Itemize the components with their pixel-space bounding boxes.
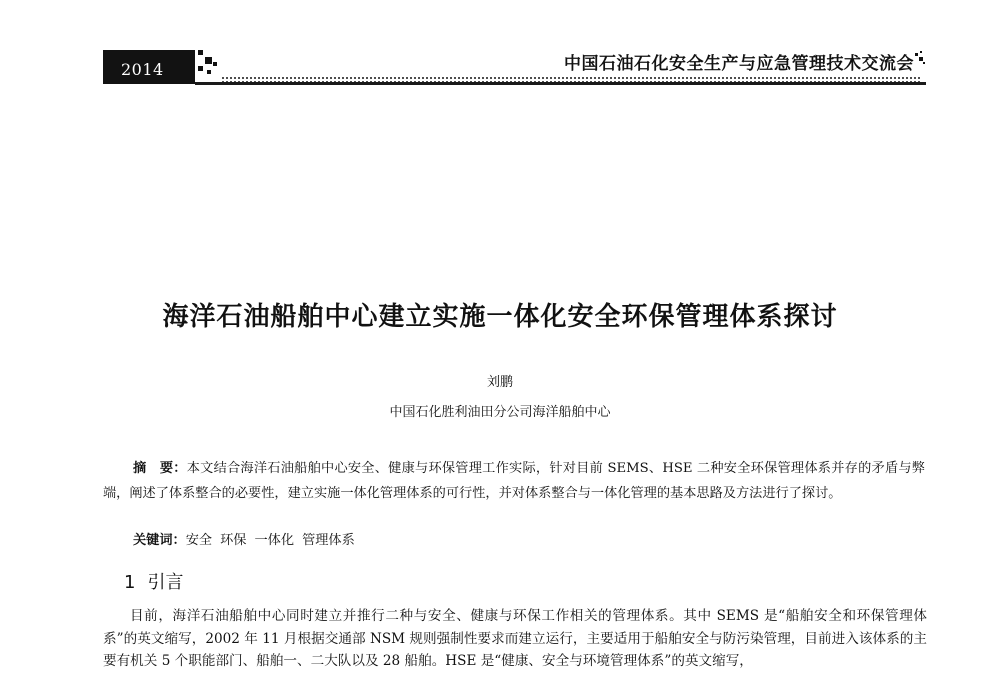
section-title: 引言 [147, 572, 184, 593]
paper-title: 海洋石油船舶中心建立实施一体化安全环保管理体系探讨 [162, 302, 838, 332]
running-header [103, 46, 926, 86]
conference-title: 中国石油石化安全生产与应急管理技术交流会 [564, 54, 914, 74]
year-badge [103, 50, 195, 84]
abstract [103, 456, 925, 506]
section-number: 1 [124, 572, 136, 593]
header-year: 2014 [121, 60, 164, 79]
paper-author: 刘鹏 [486, 375, 513, 390]
keyword-item: 环保 [220, 533, 247, 548]
paper-affiliation: 中国石化胜利油田分公司海洋船舶中心 [389, 405, 611, 420]
keywords-label: 关键词： [133, 533, 186, 548]
section-heading [124, 568, 183, 594]
abstract-label: 摘 要： [133, 461, 187, 476]
header-corner-mark-icon [914, 50, 926, 66]
keyword-item: 管理体系 [302, 533, 355, 548]
keywords [133, 529, 363, 548]
keyword-item: 一体化 [254, 533, 295, 548]
header-ornament-icon [195, 46, 221, 86]
keyword-item: 安全 [185, 533, 213, 548]
header-rule [195, 82, 926, 85]
section-paragraph: 目前，海洋石油船舶中心同时建立并推行二种与安全、健康与环保工作相关的管理体系。其中 SEMS 是“船舶安全和环保管理体系”的英文缩写，2002 年 11 月根据交通部 NSM 规则强制性要求而建立运行，主要适用于船舶安全与防污染管理，目前进入该体系的主要有机关 5 个职能部门、船舶一、二大队以及 28 船舶。HSE 是“健康、安全与环境管理体系”的英文缩写， [103, 608, 927, 669]
abstract-text: 本文结合海洋石油船舶中心安全、健康与环保管理工作实际，针对目前 SEMS、HSE 二种安全环保管理体系并存的矛盾与弊端，阐述了体系整合的必要性，建立实施一体化管理体系的可行性，并对体系整合与一体化管理的基本思路及方法进行了探讨。 [103, 461, 925, 501]
